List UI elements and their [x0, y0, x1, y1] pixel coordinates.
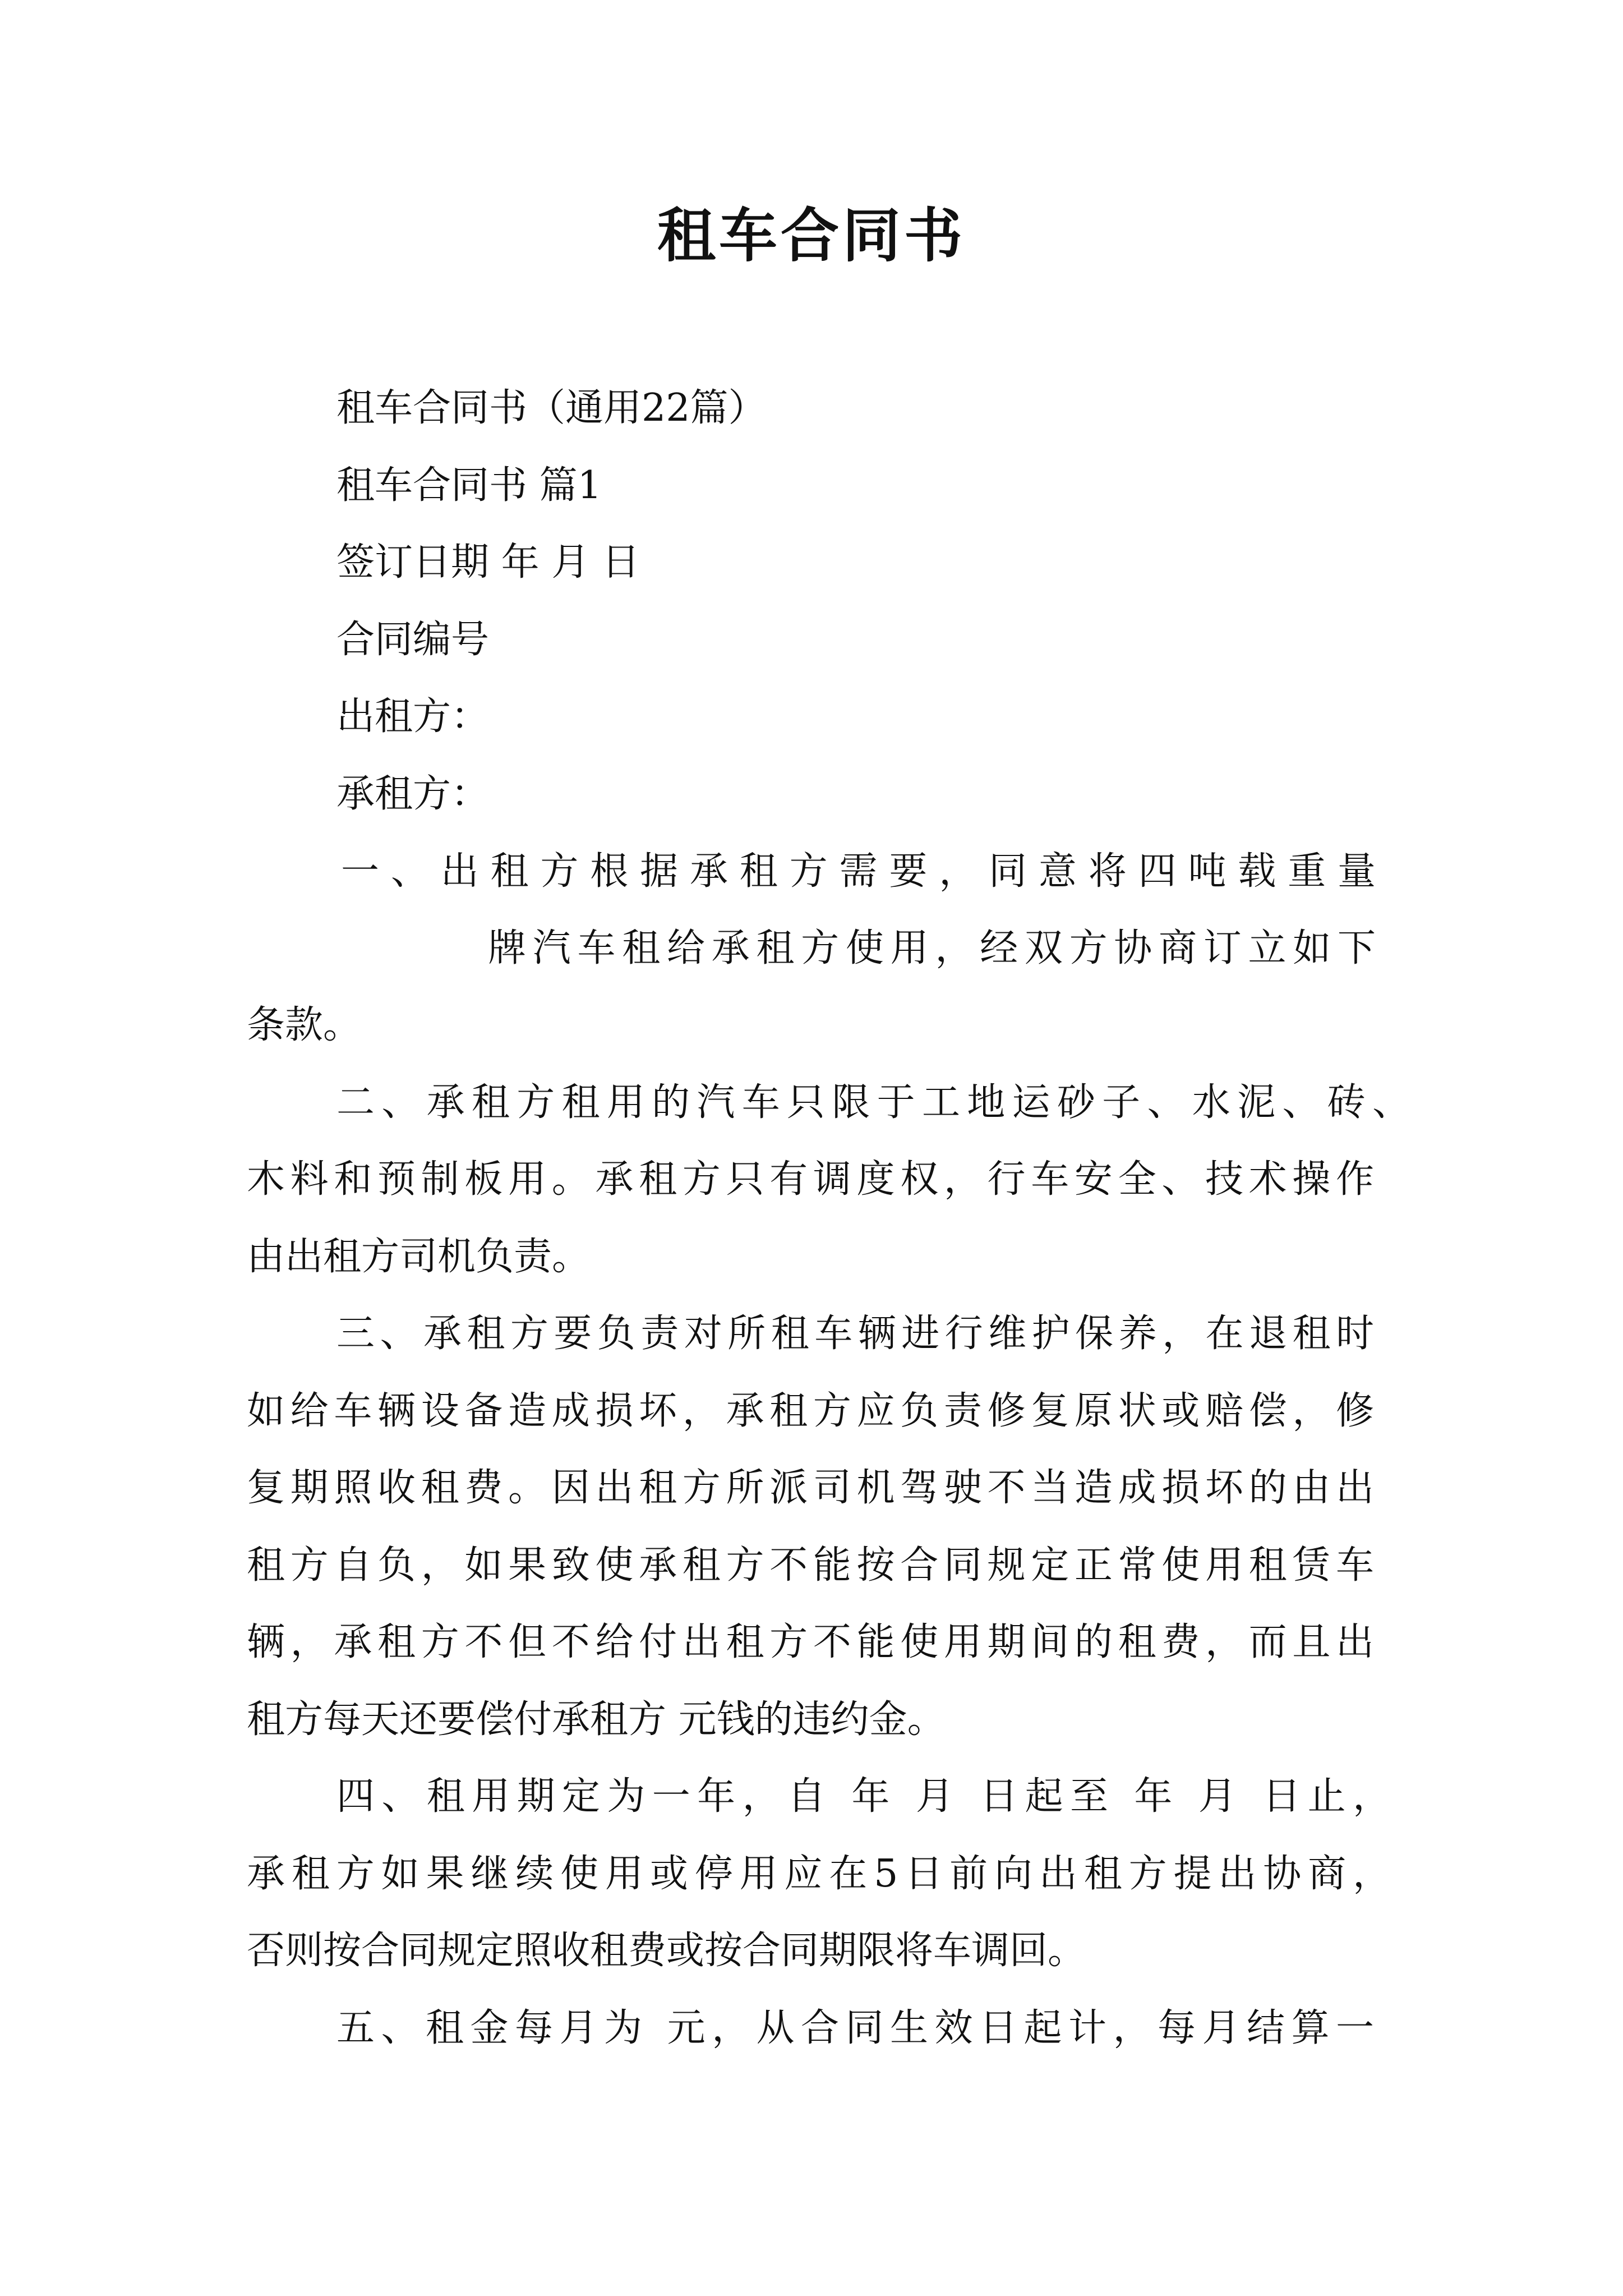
signing-date: 签订日期 年 月 日: [336, 540, 640, 585]
document-title: 租车合同书: [657, 201, 966, 270]
lessor-label: 出租方：: [336, 694, 490, 739]
clause-5-line-1: 五、租金每月为 元，从合同生效日起计，每月结算一: [336, 2006, 1374, 2050]
clause-4-line-2: 承租方如果继续使用或停用应在5日前向出租方提出协商，: [247, 1852, 1391, 1896]
clause-2-line-3: 由出租方司机负责。: [247, 1235, 591, 1279]
clause-1-line-2: 牌汽车租给承租方使用，经双方协商订立如下: [488, 926, 1376, 970]
clause-3-line-6: 租方每天还要偿付承租方 元钱的违约金。: [247, 1697, 946, 1742]
clause-1-line-3: 条款。: [247, 1003, 362, 1047]
clause-4-line-1: 四、租用期定为一年，自 年 月 日起至 年 月 日止，: [336, 1774, 1391, 1819]
clause-2-line-2: 木料和预制板用。承租方只有调度权，行车安全、技术操作: [247, 1157, 1374, 1202]
lessee-label: 承租方：: [336, 772, 490, 816]
clause-3-line-5: 辆，承租方不但不给付出租方不能使用期间的租费，而且出: [247, 1620, 1374, 1664]
clause-3-line-1: 三、承租方要负责对所租车辆进行维护保养，在退租时: [336, 1312, 1374, 1356]
clause-4-line-3: 否则按合同规定照收租费或按合同期限将车调回。: [247, 1929, 1086, 1973]
clause-2-line-1: 二、承租方租用的汽车只限于工地运砂子、水泥、砖、: [336, 1080, 1410, 1125]
subtitle-collection: 租车合同书（通用22篇）: [336, 386, 767, 430]
clause-3-line-2: 如给车辆设备造成损坏，承租方应负责修复原状或赔偿，修: [247, 1389, 1374, 1433]
clause-1-line-1: 一、出租方根据承租方需要，同意将四吨载重量: [341, 849, 1376, 894]
contract-number: 合同编号: [336, 618, 490, 662]
clause-3-line-4: 租方自负，如果致使承租方不能按合同规定正常使用租赁车: [247, 1543, 1374, 1588]
subtitle-article: 租车合同书 篇1: [336, 463, 602, 508]
clause-3-line-3: 复期照收租费。因出租方所派司机驾驶不当造成损坏的由出: [247, 1466, 1374, 1510]
